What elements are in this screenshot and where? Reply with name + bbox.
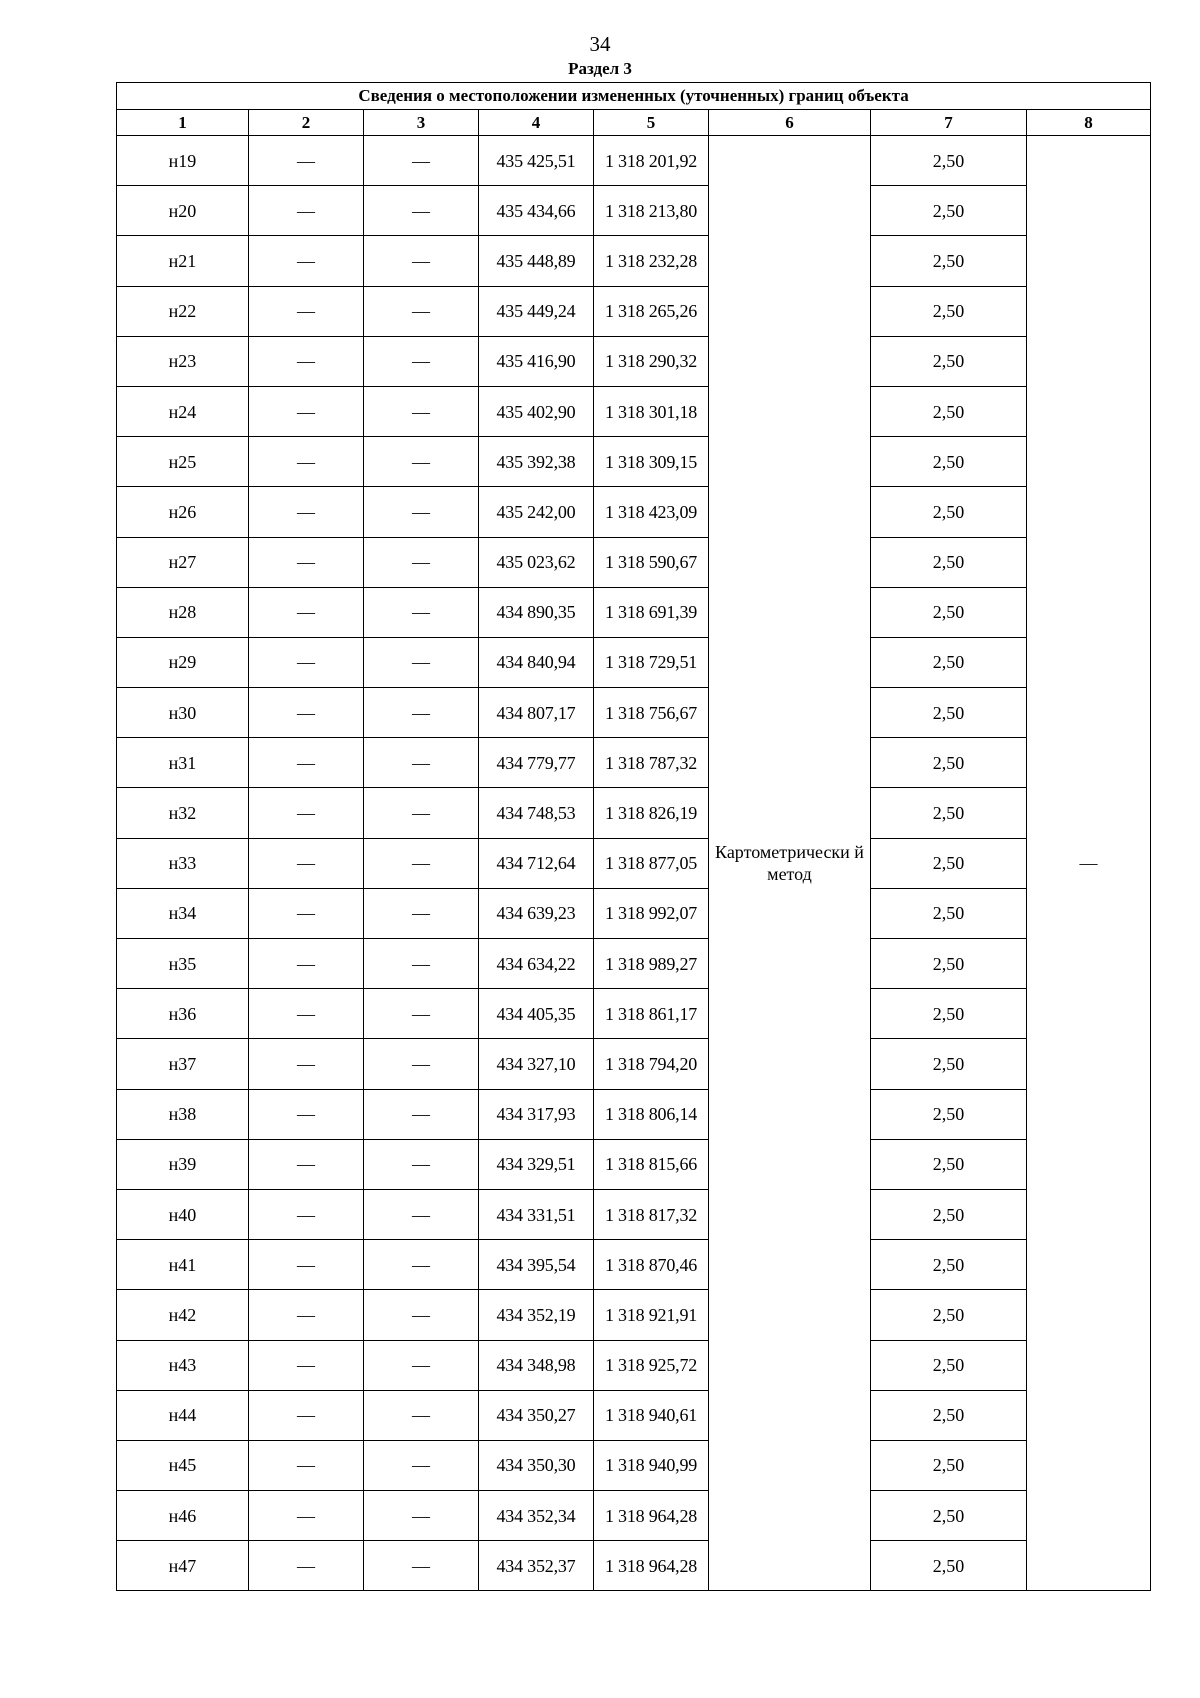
col3-cell: — [364,1491,479,1541]
x-coordinate-cell: 434 840,94 [479,637,594,687]
accuracy-cell: 2,50 [871,236,1027,286]
col2-cell: — [249,1290,364,1340]
x-coordinate-cell: 434 395,54 [479,1240,594,1290]
point-name-cell: н38 [117,1089,249,1139]
col2-cell: — [249,738,364,788]
x-coordinate-cell: 435 425,51 [479,136,594,186]
x-coordinate-cell: 434 748,53 [479,788,594,838]
col2-cell: — [249,888,364,938]
point-name-cell: н28 [117,587,249,637]
table-row [117,1340,1151,1390]
point-name-cell: н34 [117,888,249,938]
point-name-cell: н20 [117,186,249,236]
accuracy-cell: 2,50 [871,888,1027,938]
col2-cell: — [249,1240,364,1290]
col3-cell: — [364,1240,479,1290]
table-row [117,1440,1151,1490]
table-row [117,487,1151,537]
x-coordinate-cell: 435 023,62 [479,537,594,587]
col3-cell: — [364,336,479,386]
col3-cell: — [364,136,479,186]
col3-cell: — [364,537,479,587]
accuracy-cell: 2,50 [871,1039,1027,1089]
accuracy-cell: 2,50 [871,1541,1027,1591]
accuracy-cell: 2,50 [871,336,1027,386]
point-name-cell: н30 [117,688,249,738]
x-coordinate-cell: 434 779,77 [479,738,594,788]
table-row [117,186,1151,236]
y-coordinate-cell: 1 318 201,92 [594,136,709,186]
boundary-coordinates-table [116,82,1151,1591]
column-number-row [117,110,1151,136]
table-row [117,788,1151,838]
point-name-cell: н29 [117,637,249,687]
col2-cell: — [249,136,364,186]
y-coordinate-cell: 1 318 232,28 [594,236,709,286]
y-coordinate-cell: 1 318 964,28 [594,1541,709,1591]
x-coordinate-cell: 435 402,90 [479,386,594,436]
table-row [117,1491,1151,1541]
y-coordinate-cell: 1 318 870,46 [594,1240,709,1290]
x-coordinate-cell: 434 807,17 [479,688,594,738]
col3-cell: — [364,236,479,286]
col3-cell: — [364,587,479,637]
x-coordinate-cell: 434 350,27 [479,1390,594,1440]
accuracy-cell: 2,50 [871,587,1027,637]
accuracy-cell: 2,50 [871,437,1027,487]
point-name-cell: н25 [117,437,249,487]
table-body [117,136,1151,1591]
y-coordinate-cell: 1 318 940,99 [594,1440,709,1490]
point-name-cell: н24 [117,386,249,436]
point-name-cell: н47 [117,1541,249,1591]
x-coordinate-cell: 434 350,30 [479,1440,594,1490]
point-name-cell: н26 [117,487,249,537]
accuracy-cell: 2,50 [871,1189,1027,1239]
accuracy-cell: 2,50 [871,788,1027,838]
y-coordinate-cell: 1 318 921,91 [594,1290,709,1340]
table-row [117,336,1151,386]
point-name-cell: н40 [117,1189,249,1239]
point-name-cell: н31 [117,738,249,788]
x-coordinate-cell: 435 392,38 [479,437,594,487]
col3-cell: — [364,386,479,436]
col2-cell: — [249,1189,364,1239]
table-row [117,386,1151,436]
x-coordinate-cell: 435 416,90 [479,336,594,386]
col3-cell: — [364,1189,479,1239]
x-coordinate-cell: 434 329,51 [479,1139,594,1189]
point-name-cell: н37 [117,1039,249,1089]
col8-cell: — [1027,136,1151,1591]
accuracy-cell: 2,50 [871,1491,1027,1541]
section-title: Раздел 3 [568,59,632,78]
col2-cell: — [249,1541,364,1591]
point-name-cell: н33 [117,838,249,888]
y-coordinate-cell: 1 318 861,17 [594,989,709,1039]
table-row [117,136,1151,186]
col3-cell: — [364,888,479,938]
col3-cell: — [364,738,479,788]
column-number-4: 4 [479,110,594,136]
accuracy-cell: 2,50 [871,1440,1027,1490]
x-coordinate-cell: 434 352,37 [479,1541,594,1591]
y-coordinate-cell: 1 318 806,14 [594,1089,709,1139]
y-coordinate-cell: 1 318 691,39 [594,587,709,637]
column-number-5: 5 [594,110,709,136]
table-row [117,587,1151,637]
point-name-cell: н46 [117,1491,249,1541]
table-row [117,286,1151,336]
column-number-2: 2 [249,110,364,136]
table-row [117,738,1151,788]
table-row [117,1240,1151,1290]
y-coordinate-cell: 1 318 756,67 [594,688,709,738]
col3-cell: — [364,939,479,989]
accuracy-cell: 2,50 [871,1390,1027,1440]
col3-cell: — [364,788,479,838]
y-coordinate-cell: 1 318 729,51 [594,637,709,687]
column-number-7: 7 [871,110,1027,136]
x-coordinate-cell: 434 712,64 [479,838,594,888]
x-coordinate-cell: 434 639,23 [479,888,594,938]
col3-cell: — [364,1139,479,1189]
y-coordinate-cell: 1 318 989,27 [594,939,709,989]
col2-cell: — [249,939,364,989]
col2-cell: — [249,537,364,587]
y-coordinate-cell: 1 318 590,67 [594,537,709,587]
col3-cell: — [364,487,479,537]
col3-cell: — [364,838,479,888]
col2-cell: — [249,1340,364,1390]
x-coordinate-cell: 435 242,00 [479,487,594,537]
x-coordinate-cell: 435 448,89 [479,236,594,286]
col3-cell: — [364,1440,479,1490]
y-coordinate-cell: 1 318 940,61 [594,1390,709,1440]
col3-cell: — [364,688,479,738]
y-coordinate-cell: 1 318 877,05 [594,838,709,888]
point-name-cell: н35 [117,939,249,989]
table-row [117,989,1151,1039]
accuracy-cell: 2,50 [871,136,1027,186]
column-number-3: 3 [364,110,479,136]
page-number: 34 [589,32,611,56]
accuracy-cell: 2,50 [871,487,1027,537]
accuracy-cell: 2,50 [871,637,1027,687]
column-number-1: 1 [117,110,249,136]
x-coordinate-cell: 434 327,10 [479,1039,594,1089]
column-number-8: 8 [1027,110,1151,136]
table-row [117,838,1151,888]
accuracy-cell: 2,50 [871,688,1027,738]
point-name-cell: н22 [117,286,249,336]
point-name-cell: н42 [117,1290,249,1340]
col2-cell: — [249,1039,364,1089]
table-row [117,1541,1151,1591]
y-coordinate-cell: 1 318 794,20 [594,1039,709,1089]
accuracy-cell: 2,50 [871,838,1027,888]
accuracy-cell: 2,50 [871,537,1027,587]
table-row [117,1039,1151,1089]
col2-cell: — [249,1139,364,1189]
col2-cell: — [249,386,364,436]
x-coordinate-cell: 434 331,51 [479,1189,594,1239]
accuracy-cell: 2,50 [871,989,1027,1039]
col3-cell: — [364,1390,479,1440]
col3-cell: — [364,1290,479,1340]
x-coordinate-cell: 434 890,35 [479,587,594,637]
col2-cell: — [249,788,364,838]
table-row [117,939,1151,989]
col2-cell: — [249,989,364,1039]
accuracy-cell: 2,50 [871,738,1027,788]
col3-cell: — [364,286,479,336]
col2-cell: — [249,236,364,286]
col2-cell: — [249,1491,364,1541]
col3-cell: — [364,637,479,687]
table-row [117,236,1151,286]
y-coordinate-cell: 1 318 992,07 [594,888,709,938]
table-row [117,637,1151,687]
col3-cell: — [364,1340,479,1390]
y-coordinate-cell: 1 318 925,72 [594,1340,709,1390]
table-row [117,888,1151,938]
point-name-cell: н32 [117,788,249,838]
accuracy-cell: 2,50 [871,1340,1027,1390]
col3-cell: — [364,989,479,1039]
point-name-cell: н23 [117,336,249,386]
col2-cell: — [249,838,364,888]
table-row [117,1139,1151,1189]
x-coordinate-cell: 434 405,35 [479,989,594,1039]
accuracy-cell: 2,50 [871,186,1027,236]
col2-cell: — [249,437,364,487]
col3-cell: — [364,437,479,487]
y-coordinate-cell: 1 318 213,80 [594,186,709,236]
y-coordinate-cell: 1 318 309,15 [594,437,709,487]
x-coordinate-cell: 434 317,93 [479,1089,594,1139]
point-name-cell: н44 [117,1390,249,1440]
column-number-6: 6 [709,110,871,136]
table-row [117,1089,1151,1139]
x-coordinate-cell: 434 352,19 [479,1290,594,1340]
point-name-cell: н43 [117,1340,249,1390]
col2-cell: — [249,1089,364,1139]
y-coordinate-cell: 1 318 826,19 [594,788,709,838]
table-row [117,1390,1151,1440]
table-row [117,437,1151,487]
accuracy-cell: 2,50 [871,1089,1027,1139]
table-row [117,537,1151,587]
y-coordinate-cell: 1 318 423,09 [594,487,709,537]
col3-cell: — [364,186,479,236]
col2-cell: — [249,1440,364,1490]
col2-cell: — [249,336,364,386]
point-name-cell: н27 [117,537,249,587]
y-coordinate-cell: 1 318 815,66 [594,1139,709,1189]
col2-cell: — [249,688,364,738]
y-coordinate-cell: 1 318 964,28 [594,1491,709,1541]
y-coordinate-cell: 1 318 301,18 [594,386,709,436]
col2-cell: — [249,487,364,537]
x-coordinate-cell: 435 434,66 [479,186,594,236]
point-name-cell: н39 [117,1139,249,1189]
point-name-cell: н41 [117,1240,249,1290]
col2-cell: — [249,286,364,336]
table-row [117,1290,1151,1340]
col2-cell: — [249,587,364,637]
col2-cell: — [249,1390,364,1440]
accuracy-cell: 2,50 [871,386,1027,436]
col2-cell: — [249,186,364,236]
accuracy-cell: 2,50 [871,286,1027,336]
y-coordinate-cell: 1 318 290,32 [594,336,709,386]
accuracy-cell: 2,50 [871,1290,1027,1340]
y-coordinate-cell: 1 318 265,26 [594,286,709,336]
method-cell: Картометрически й метод [709,136,871,1591]
col3-cell: — [364,1541,479,1591]
accuracy-cell: 2,50 [871,939,1027,989]
table-row [117,1189,1151,1239]
x-coordinate-cell: 434 348,98 [479,1340,594,1390]
col3-cell: — [364,1039,479,1089]
col2-cell: — [249,637,364,687]
table-caption: Сведения о местоположении измененных (уточненных) границ объекта [117,83,1151,110]
col3-cell: — [364,1089,479,1139]
table-row [117,688,1151,738]
point-name-cell: н19 [117,136,249,186]
accuracy-cell: 2,50 [871,1139,1027,1189]
x-coordinate-cell: 435 449,24 [479,286,594,336]
accuracy-cell: 2,50 [871,1240,1027,1290]
point-name-cell: н21 [117,236,249,286]
point-name-cell: н45 [117,1440,249,1490]
y-coordinate-cell: 1 318 817,32 [594,1189,709,1239]
x-coordinate-cell: 434 352,34 [479,1491,594,1541]
x-coordinate-cell: 434 634,22 [479,939,594,989]
y-coordinate-cell: 1 318 787,32 [594,738,709,788]
point-name-cell: н36 [117,989,249,1039]
